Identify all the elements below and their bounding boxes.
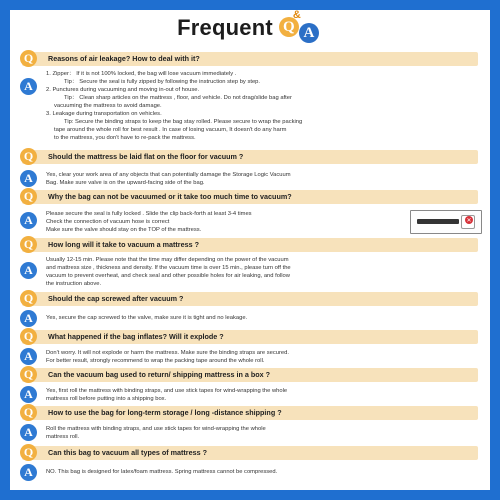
answer-block bbox=[10, 348, 490, 368]
answer-line: vacuum to prevent overheat, and check seal and other possible holes for air leaking, and follow bbox=[46, 273, 290, 279]
seal-clip-illustration bbox=[410, 210, 482, 234]
answer-line: Please secure the seal is fully locked . Slide the clip back-forth at least 3-4 times bbox=[46, 211, 252, 217]
answer-block bbox=[10, 310, 490, 328]
answer-badge-icon: A bbox=[20, 212, 37, 229]
clip-icon bbox=[417, 219, 459, 224]
answer-line: Tip： Clean sharp articles on the mattress , floor, and vehicle. Do not drag/slide bag after bbox=[64, 95, 292, 101]
answer-text bbox=[46, 387, 476, 403]
answer-line: Roll the mattress with binding straps, and use stick tapes for wind-wrapping the whole bbox=[46, 426, 266, 432]
answer-line: NO. This bag is designed for latex/foam mattress. Spring mattress cannot be compressed. bbox=[46, 469, 278, 475]
question-bar bbox=[22, 238, 478, 252]
question-badge-icon: Q bbox=[20, 50, 37, 67]
answer-line: Bag. Make sure valve is on the upward-facing side of the bag. bbox=[46, 180, 205, 186]
answer-badge-icon: A bbox=[20, 386, 37, 403]
answer-line: vacuuming the mattress to avoid damage. bbox=[54, 103, 162, 109]
question-badge-icon: Q bbox=[20, 148, 37, 165]
answer-line: Tip: Secure the binding straps to keep the bag stay rolled. Please secure to wrap the packing bbox=[64, 119, 303, 125]
question-text: Why the bag can not be vacuumed or it take too much time to vacuum? bbox=[48, 192, 292, 201]
answer-badge-icon: A bbox=[20, 310, 37, 327]
answer-line: and mattress size , thickness and density. If the vacuum time is over 15 min., please turn off the bbox=[46, 265, 291, 271]
answer-block bbox=[10, 70, 490, 152]
answer-line: Usually 12-15 min. Please note that the time may differ depending on the power of the vacuum bbox=[46, 257, 289, 263]
answer-text bbox=[46, 468, 476, 476]
question-text: How long will it take to vacuum a mattress ? bbox=[48, 240, 199, 249]
question-bar bbox=[22, 406, 478, 420]
answer-badge-icon: A bbox=[20, 424, 37, 441]
question-badge-icon: Q bbox=[20, 366, 37, 383]
question-badge-icon: Q bbox=[20, 188, 37, 205]
question-text: Can this bag to vacuum all types of mattress ? bbox=[48, 448, 207, 457]
qa-logo bbox=[279, 11, 323, 45]
question-bar bbox=[22, 446, 478, 460]
logo-ampersand: & bbox=[292, 10, 301, 21]
answer-text bbox=[46, 171, 476, 187]
answer-text bbox=[46, 314, 476, 322]
answer-line: Tip： Secure the seal is fully zipped by following the instruction step by step. bbox=[64, 79, 261, 85]
answer-text bbox=[46, 425, 476, 441]
answer-badge-icon: A bbox=[20, 348, 37, 365]
question-text: Should the mattress be laid flat on the floor for vacuum ? bbox=[48, 152, 244, 161]
question-bar bbox=[22, 292, 478, 306]
question-bar bbox=[22, 52, 478, 66]
answer-line: Check the connection of vacuum hose is correct bbox=[46, 219, 170, 225]
answer-text bbox=[46, 349, 476, 365]
answer-block bbox=[10, 464, 490, 482]
question-text: How to use the bag for long-term storage / long -distance shipping ? bbox=[48, 408, 282, 417]
question-bar bbox=[22, 150, 478, 164]
question-text: Can the vacuum bag used to return/ shipping mattress in a box ? bbox=[48, 370, 271, 379]
answer-badge-icon: A bbox=[20, 78, 37, 95]
answer-badge-icon: A bbox=[20, 464, 37, 481]
answer-line: 1. Zipper： If it is not 100% locked, the bag will lose vacuum immediately . bbox=[46, 71, 237, 77]
question-text: Should the cap screwed after vacuum ? bbox=[48, 294, 184, 303]
answer-block bbox=[10, 208, 490, 238]
answer-text bbox=[46, 256, 476, 288]
answer-badge-icon: A bbox=[20, 170, 37, 187]
answer-badge-icon: A bbox=[20, 262, 37, 279]
faq-header bbox=[10, 10, 490, 46]
question-badge-icon: Q bbox=[20, 290, 37, 307]
question-bar bbox=[22, 190, 478, 204]
answer-line: mattress roll before putting into a shipping box. bbox=[46, 396, 167, 402]
answer-line: Yes, secure the cap screwed to the valve, make sure it is tight and no leakage. bbox=[46, 315, 248, 321]
answer-line: For better result, strongly recommend to wrap the packing tape around the whole roll. bbox=[46, 358, 265, 364]
answer-block bbox=[10, 256, 490, 292]
answer-block bbox=[10, 424, 490, 444]
answer-line: Yes, first roll the mattress with binding straps, and use stick tapes for wind-wrapping the whole bbox=[46, 388, 288, 394]
answer-text bbox=[46, 70, 476, 142]
logo-a-icon: A bbox=[299, 23, 319, 43]
question-badge-icon: Q bbox=[20, 404, 37, 421]
answer-block bbox=[10, 386, 490, 406]
answer-line: 2. Punctures during vacuuming and moving in-out of house. bbox=[46, 87, 200, 93]
question-text: What happened if the bag inflates? Will it explode ? bbox=[48, 332, 224, 341]
answer-line: Don't worry. It will not explode or harm the mattress. Make sure the binding straps are secured. bbox=[46, 350, 289, 356]
question-bar bbox=[22, 330, 478, 344]
answer-line: the instruction above. bbox=[46, 281, 102, 287]
faq-card bbox=[10, 10, 490, 490]
answer-line: to the mattress, you don't have to re-pack the mattress. bbox=[54, 135, 196, 141]
answer-block bbox=[10, 170, 490, 190]
answer-line: Yes, clear your work area of any objects that can potentially damage the Storage Logic Vacuum bbox=[46, 172, 291, 178]
x-mark-icon: ✕ bbox=[466, 217, 472, 224]
answer-line: Make sure the valve should stay on the TOP of the mattress. bbox=[46, 227, 202, 233]
question-bar bbox=[22, 368, 478, 382]
logo-q-icon: Q bbox=[279, 17, 299, 37]
answer-line: 3. Leakage during transportation on vehicles. bbox=[46, 111, 162, 117]
question-badge-icon: Q bbox=[20, 236, 37, 253]
page-title: Frequent bbox=[177, 15, 273, 40]
answer-line: mattress roll. bbox=[46, 434, 80, 440]
answer-line: tape around the whole roll for best result . In case of losing vacuum, It doesn't do any harm bbox=[54, 127, 287, 133]
question-badge-icon: Q bbox=[20, 444, 37, 461]
question-badge-icon: Q bbox=[20, 328, 37, 345]
question-text: Reasons of air leakage? How to deal with it? bbox=[48, 54, 200, 63]
